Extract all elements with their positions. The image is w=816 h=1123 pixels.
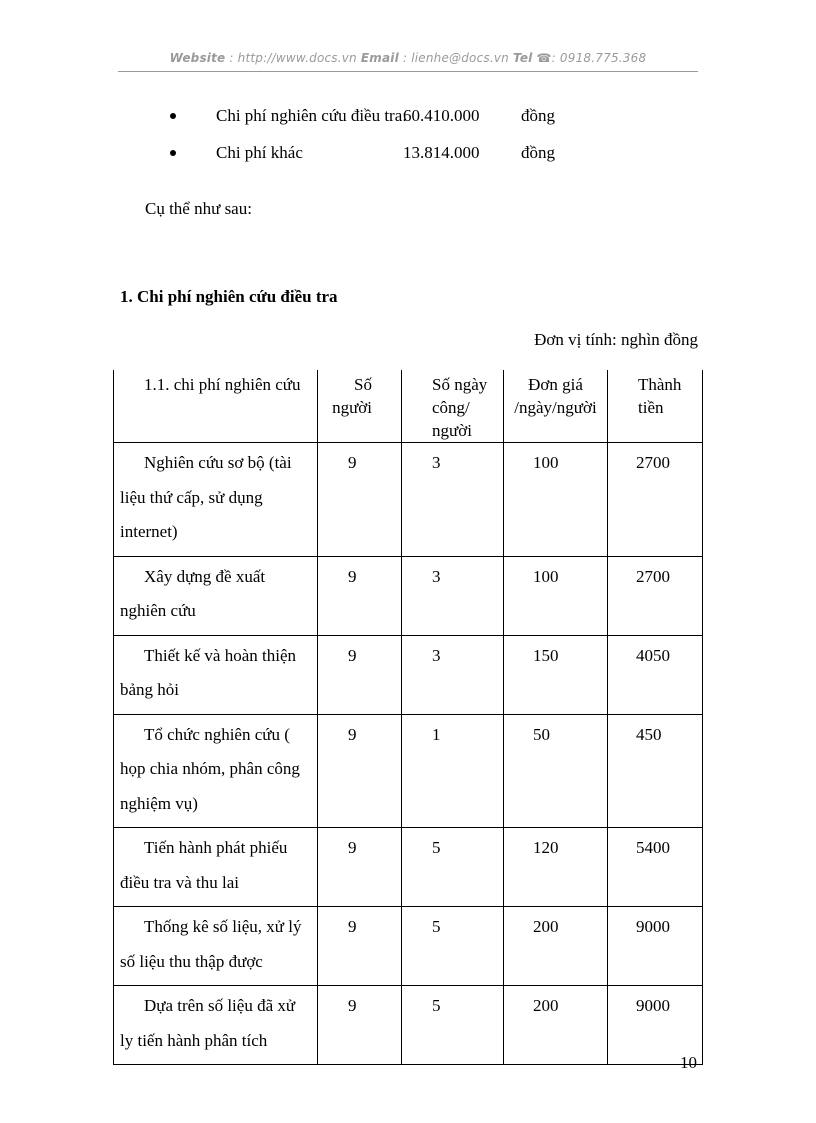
row-item: Dựa trên số liệu đã xử ly tiến hành phân tích (114, 986, 318, 1065)
bullet-icon (170, 150, 176, 156)
row-item: Nghiên cứu sơ bộ (tài liệu thứ cấp, sử dụng internet) (114, 443, 318, 557)
bullet-unit: đồng (521, 106, 555, 125)
row-item: Thiết kế và hoàn thiện bảng hỏi (114, 635, 318, 714)
row-total: 2700 (608, 443, 703, 557)
table-row (114, 443, 703, 557)
email-address[interactable]: : lienhe@docs.vn (402, 51, 509, 65)
row-days: 3 (402, 635, 504, 714)
row-days: 3 (402, 556, 504, 635)
table-row (114, 714, 703, 828)
row-item: Tổ chức nghiên cứu ( họp chia nhóm, phân công nghiệm vụ) (114, 714, 318, 828)
row-days: 5 (402, 907, 504, 986)
row-unit-price: 100 (504, 556, 608, 635)
website-url[interactable]: : http://www.docs.vn (229, 51, 357, 65)
bullet-amount: 13.814.000 (403, 143, 480, 162)
header-days: Số ngày công/ người (402, 370, 504, 443)
row-item: Thống kê số liệu, xử lý số liệu thu thập được (114, 907, 318, 986)
phone-icon: ☎ (536, 51, 552, 65)
row-people: 9 (318, 714, 402, 828)
table-row (114, 907, 703, 986)
table-header-row (114, 370, 703, 443)
header-divider (118, 71, 698, 72)
bullet-unit: đồng (521, 143, 555, 162)
header-total: Thành tiền (608, 370, 703, 443)
row-days: 3 (402, 443, 504, 557)
header-item: 1.1. chi phí nghiên cứu (114, 370, 318, 443)
table-row (114, 828, 703, 907)
bullet-amount: 60.410.000 (403, 106, 480, 125)
row-total: 2700 (608, 556, 703, 635)
row-total: 5400 (608, 828, 703, 907)
row-item: Tiến hành phát phiếu điều tra và thu lai (114, 828, 318, 907)
row-days: 5 (402, 986, 504, 1065)
unit-note: Đơn vị tính: nghìn đồng (534, 330, 698, 349)
page-header (118, 51, 698, 65)
row-total: 4050 (608, 635, 703, 714)
bullet-icon (170, 113, 176, 119)
table-row (114, 556, 703, 635)
table-row (114, 986, 703, 1065)
row-item: Xây dựng đề xuất nghiên cứu (114, 556, 318, 635)
header-unit-price: Đơn giá /ngày/người (504, 370, 608, 443)
header-people: Số người (318, 370, 402, 443)
row-total: 450 (608, 714, 703, 828)
intro-text: Cụ thể như sau: (145, 199, 252, 218)
website-label: Website (169, 51, 226, 65)
row-unit-price: 150 (504, 635, 608, 714)
table-row (114, 635, 703, 714)
tel-number: : 0918.775.368 (551, 51, 647, 65)
row-unit-price: 200 (504, 907, 608, 986)
row-unit-price: 50 (504, 714, 608, 828)
page-number: 10 (680, 1053, 697, 1072)
row-total: 9000 (608, 986, 703, 1065)
row-people: 9 (318, 828, 402, 907)
row-unit-price: 120 (504, 828, 608, 907)
row-days: 1 (402, 714, 504, 828)
row-days: 5 (402, 828, 504, 907)
tel-label: Tel (513, 51, 533, 65)
row-people: 9 (318, 556, 402, 635)
bullet-label: Chi phí khác (216, 143, 303, 162)
row-people: 9 (318, 907, 402, 986)
section-title: 1. Chi phí nghiên cứu điều tra (120, 287, 338, 306)
row-unit-price: 200 (504, 986, 608, 1065)
bullet-label: Chi phí nghiên cứu điều tra: (216, 106, 407, 125)
row-total: 9000 (608, 907, 703, 986)
row-people: 9 (318, 443, 402, 557)
cost-table (113, 370, 703, 1065)
row-people: 9 (318, 986, 402, 1065)
row-unit-price: 100 (504, 443, 608, 557)
row-people: 9 (318, 635, 402, 714)
email-label: Email (360, 51, 399, 65)
